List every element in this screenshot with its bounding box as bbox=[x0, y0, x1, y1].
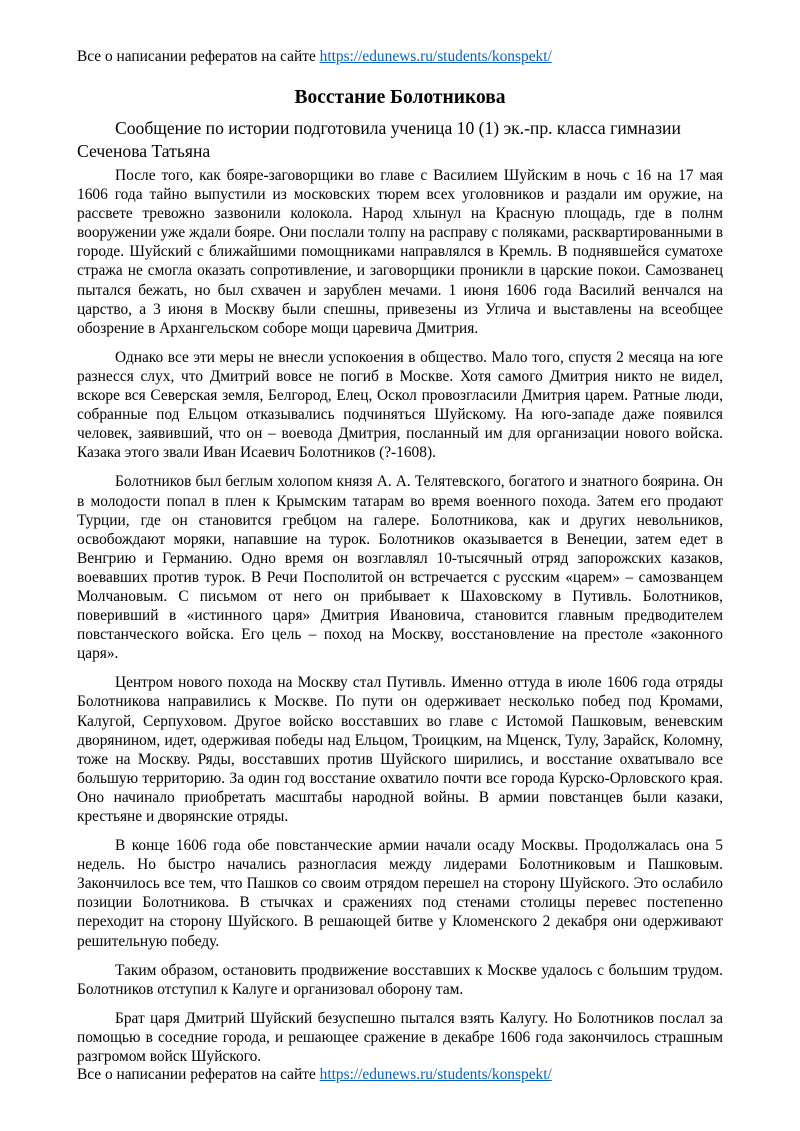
header-link[interactable]: https://edunews.ru/students/konspekt/ bbox=[319, 48, 552, 65]
footer-link[interactable]: https://edunews.ru/students/konspekt/ bbox=[319, 1066, 552, 1083]
paragraph: Однако все эти меры не внесли успокоения в общество. Мало того, спустя 2 месяца на юге разнесся слух, что Дмитрий вовсе не погиб в Москве. Хотя самого Дмитрия никто не видел, вскоре вся Северская земля, Белгород, Елец, Оскол провозгласили Дмитрия царем. Ратные люди, собранные под Ельцом отказывались подчиняться Шуйскому. На юго-западе даже появился человек, заявивший, что он – воевода Дмитрия, посланный им для организации нового войска. Казака этого звали Иван Исаевич Болотников (?-1608). bbox=[77, 348, 723, 462]
paragraph: Брат царя Дмитрий Шуйский безуспешно пытался взять Калугу. Но Болотников послал за помощью в соседние города, и решающее сражение в декабре 1606 года закончилось страшным разгромом войск Шуйского. bbox=[77, 1009, 723, 1066]
page-header bbox=[77, 47, 552, 67]
paragraph: Таким образом, остановить продвижение восставших к Москве удалось с большим трудом. Болотников отступил к Калуге и организовал оборону там. bbox=[77, 961, 723, 998]
document-body bbox=[77, 166, 723, 1076]
document-subtitle: Сообщение по истории подготовила ученица 10 (1) эк.-пр. класса гимназии Сеченова Татьяна bbox=[77, 118, 681, 161]
paragraph: Центром нового похода на Москву стал Путивль. Именно оттуда в июле 1606 года отряды Болотникова направились к Москве. По пути он одерживает несколько побед под Кромами, Калугой, Серпуховом. Другое войско восставших во главе с Истомой Пашковым, веневским дворянином, идет, одерживая победы над Ельцом, Троицким, на Мценск, Тулу, Зарайск, Коломну, тоже на Москву. Ряды, восставших против Шуйского ширились, и восстание охватывало все большую территорию. За один год восстание охватило почти все города Курско-Орловского края. Оно начинало приобретать масштабы народной войны. В армии повстанцев были казаки, крестьяне и дворянские отряды. bbox=[77, 674, 723, 825]
paragraph: В конце 1606 года обе повстанческие армии начали осаду Москвы. Продолжалась она 5 недель. Но быстро начались разногласия между лидерами Болотниковым и Пашковым. Закончилось все тем, что Пашков со своим отрядом перешел на сторону Шуйского. Это ослабило позиции Болотникова. В стычках и сражениях под стенами столицы перевес постепенно переходит на сторону Шуйского. В решающей битве у Кломенского 2 декабря они одерживают решительную победу. bbox=[77, 837, 723, 950]
document-title: Восстание Болотникова bbox=[294, 87, 506, 108]
paragraph: После того, как бояре-заговорщики во главе с Василием Шуйским в ночь с 16 на 17 мая 1606 года тайно выпустили из московских тюрем всех уголовников и раздали им оружие, на рассвете тревожно зазвонили колокола. Народ хлынул на Красную площадь, где в полнм вооружении уже ждали бояре. Они послали толпу на расправу с поляками, расквартированными в городе. Шуйский с ближайшими помощниками направлялся в Кремль. В поднявшейся суматохе стража не смогла оказать сопротивление, и заговорщики проникли в царские покои. Самозванец пытался бежать, но был схвачен и зарублен мечами. 1 июня 1606 года Василий венчался на царство, а 3 июня в Москву были спешны, привезены из Углича и выставлены на всеобщее обозрение в Архангельском соборе мощи царевича Дмитрия. bbox=[77, 167, 723, 337]
header-text: Все о написании рефератов на сайте bbox=[77, 48, 320, 65]
paragraph: Болотников был беглым холопом князя А. А. Телятевского, богатого и знатного боярина. Он в молодости попал в плен к Крымским татарам во время военного похода. Затем его продают Турции, где он становится гребцом на галере. Болотникова, как и других невольников, освобождают моряки, напавшие на турок. Болотников оказывается в Венеции, затем едет в Венгрию и Германию. Одно время он возглавлял 10-тысячный отряд запорожских казаков, воевавших против турок. В Речи Посполитой он встречается с русским «царем» – самозванцем Молчановым. С письмом от него он прибывает к Шаховскому в Путивль. Болотников, поверивший в «истинного царя» Дмитрия Ивановича, становится главным предводителем повстанческого войска. Его цель – поход на Москву, восстановление на престоле «законного царя». bbox=[77, 473, 723, 663]
page-footer bbox=[77, 1065, 552, 1085]
footer-text: Все о написании рефератов на сайте bbox=[77, 1066, 320, 1083]
